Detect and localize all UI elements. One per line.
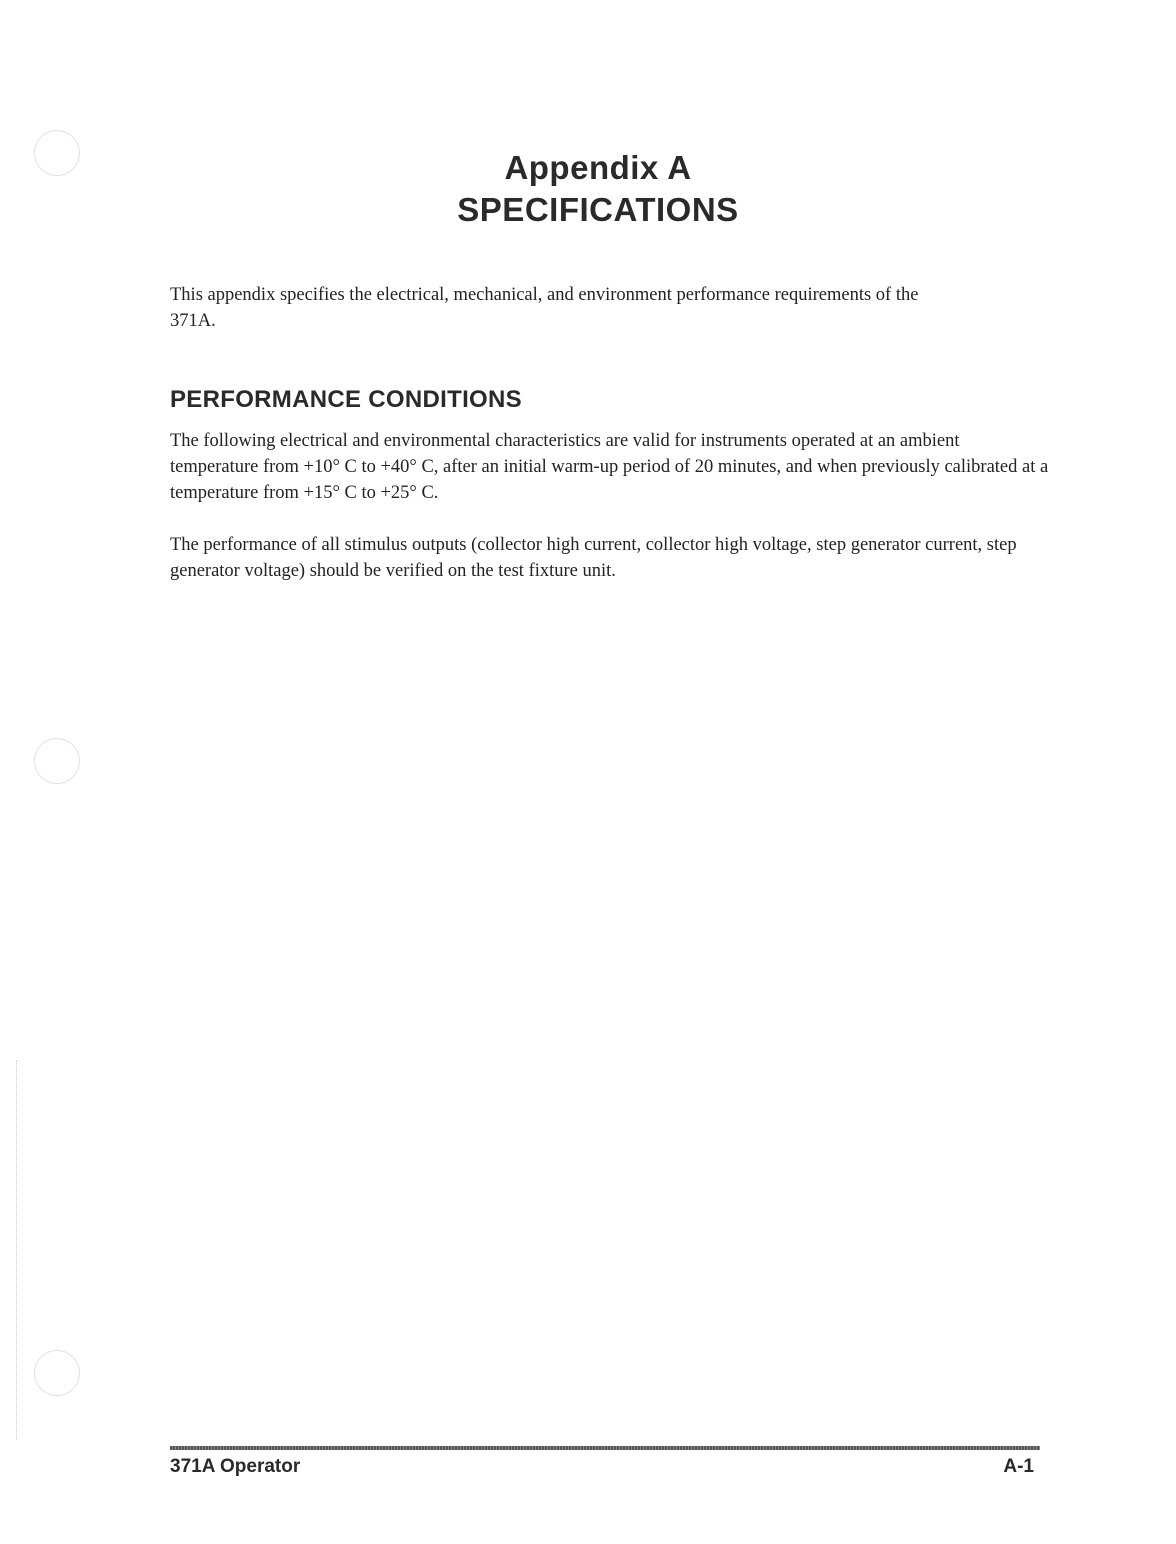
appendix-title: SPECIFICATIONS [457,191,739,228]
section-heading: PERFORMANCE CONDITIONS [170,386,522,413]
punch-hole [34,738,80,784]
footer-page-number: A-1 [1003,1456,1034,1477]
footer-manual-title: 371A Operator [170,1456,301,1477]
page-title [0,148,1176,232]
stimulus-paragraph: The performance of all stimulus outputs (collector high current, collector high voltage, step generator current, step generator voltage) should be verified on the test fixture unit. [170,535,1017,581]
footer-rule [170,1446,1040,1450]
scan-edge-marks [16,1060,19,1440]
intro-paragraph: This appendix specifies the electrical, mechanical, and environment performance requirements of the 371A. [170,285,919,331]
appendix-label: Appendix A [504,149,692,186]
punch-hole [34,1350,80,1396]
conditions-paragraph: The following electrical and environmental characteristics are valid for instruments operated at an ambient temperature from +10° C to +40° C, after an initial warm-up period of 20 minutes, and when previously calibrated at a temperature from +15° C to +25° C. [170,431,1049,503]
